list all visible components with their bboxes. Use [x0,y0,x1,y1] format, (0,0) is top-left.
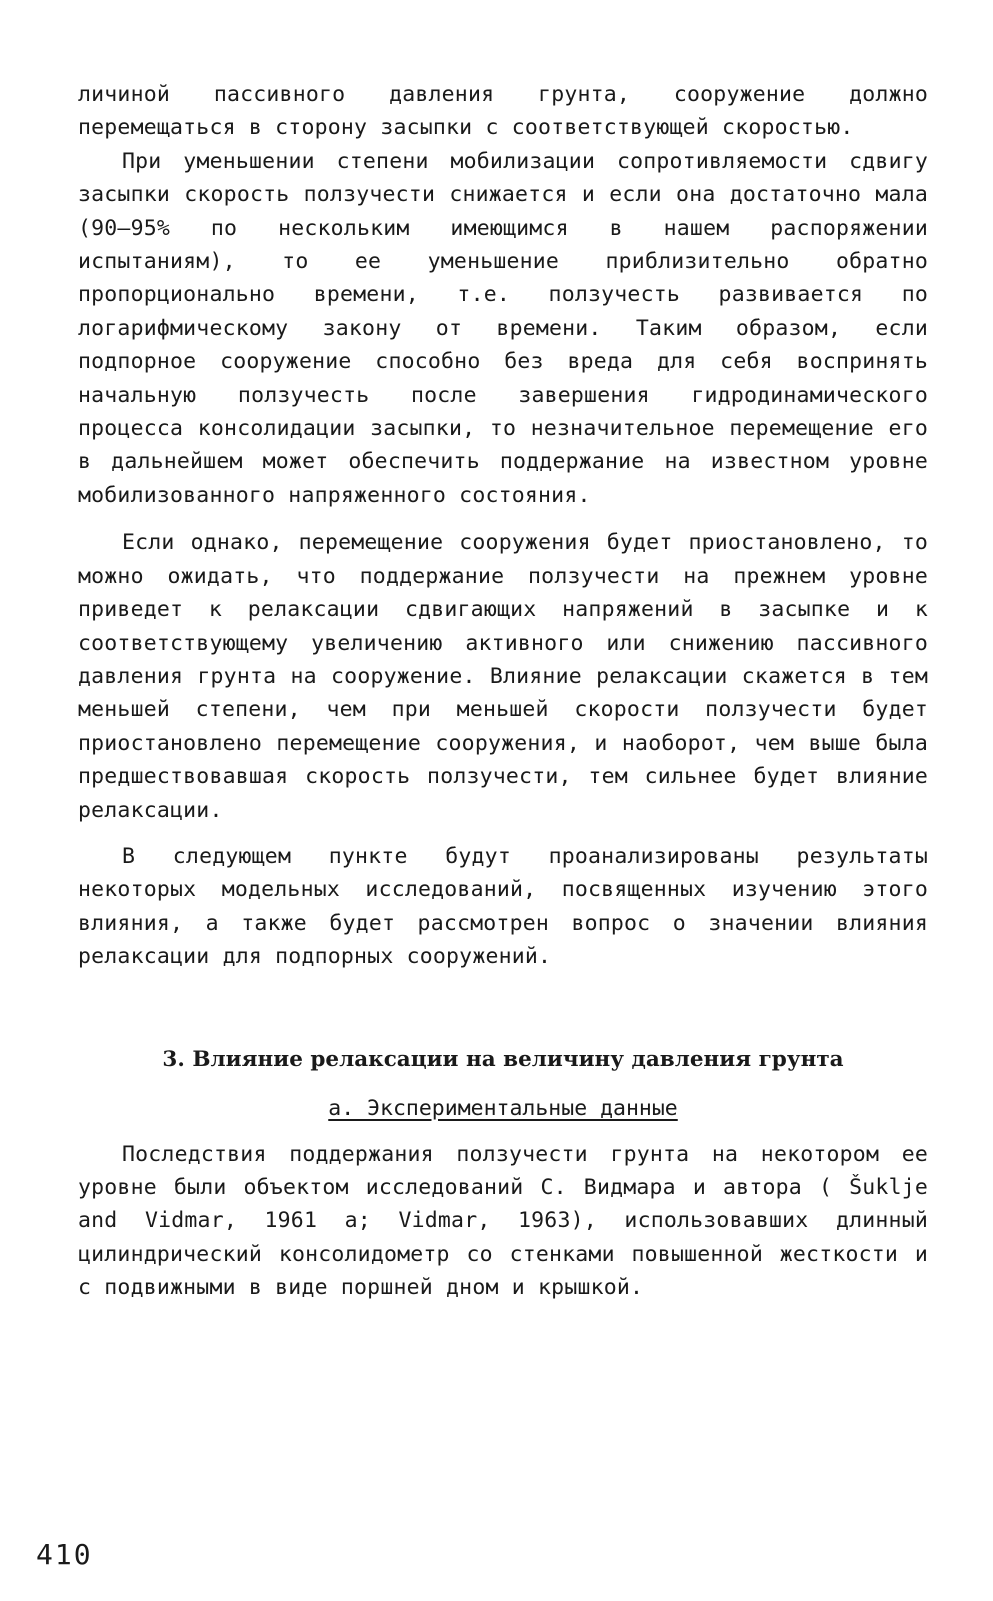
paragraph-4: В следующем пункте будут проанализированы результаты некоторых модельных исследований, посвященных изучению этого влияния, а также будет рассмотрен вопрос о значении влияния релаксации для подпорных сооружений. [78,843,928,970]
paragraph-2: При уменьшении степени мобилизации сопротивляемости сдвигу засыпки скорость ползучести снижается и если она достаточно мала (90–95% по нескольким имеющимся в нашем распоряжении испытаниям), то ее уменьшение приблизительно обратно пропорционально времени, т.е. ползучесть развивается по логарифмическому закону от времени. Таким образом, если подпорное сооружение способно без вреда для себя воспринять начальную ползучесть после завершения гидродинамического процесса консолидации засыпки, то незначительное перемещение его в дальнейшем может обеспечить поддержание на известном уровне мобилизованного напряженного состояния. [78,148,928,508]
section-heading: 3. Влияние релаксации на величину давления грунта [162,1046,844,1072]
paragraph-1: личиной пассивного давления грунта, сооружение должно перемещаться в сторону засыпки с соответствующей скоростью. [78,82,928,141]
paragraph-5: Последствия поддержания ползучести грунта на некотором ее уровне были объектом исследований С. Видмара и автора ( Šuklje and Vidmar, 1961 a; Vidmar, 1963), использовавших длинный цилиндрический консолидометр со стенками повышенной жесткости и с подвижными в виде поршней дном и крышкой. [78,1141,928,1301]
paragraph-3: Если однако, перемещение сооружения будет приостановлено, то можно ожидать, что поддержание ползучести на прежнем уровне приведет к релаксации сдвигающих напряжений в засыпке и к соответствующему увеличению активного или снижению пассивного давления грунта на сооружение. Влияние релаксации скажется в тем меньшей степени, чем при меньшей скорости ползучести будет приостановлено перемещение сооружения, и наоборот, чем выше была предшествовавшая скорость ползучести, тем сильнее будет влияние релаксации. [78,530,928,823]
page-body [78,78,928,1305]
page-number: 410 [36,1538,93,1571]
subsection-heading-text: а. Экспериментальные данные [328,1095,678,1121]
subsection-heading [78,1093,928,1124]
